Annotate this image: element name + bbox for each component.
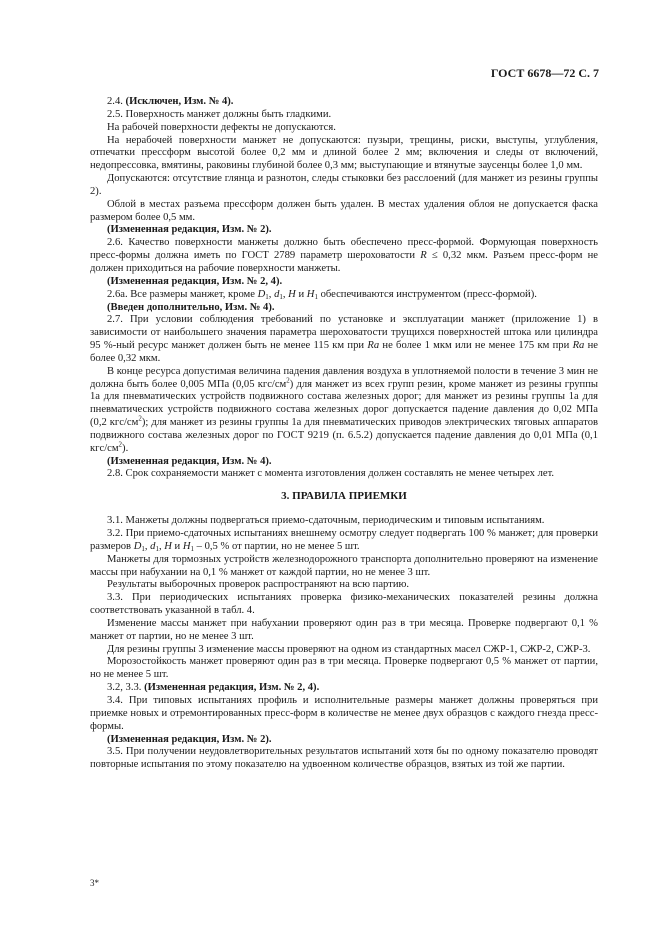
symbol: d [150, 540, 156, 552]
text-run: не более 0,32 мкм. [90, 340, 598, 364]
text-run: ). [122, 442, 129, 454]
text-run: , [282, 288, 289, 300]
text-run: 2.8. Срок сохраняемости манжет с момента изготовления должен составлять не менее четырех лет. [107, 468, 555, 480]
text-run: 2.6. Качество поверхности манжеты должно быть обеспечено пресс-формой. Формующая поверхность пресс-формы должна иметь по ГОСТ 2789 параметр шероховатости [90, 237, 598, 262]
paragraph [90, 314, 598, 365]
text-run: – 0,5 % от партии, но не менее 5 шт. [194, 540, 360, 552]
symbol: H [288, 288, 296, 300]
bold-note: (Исключен, Изм. № 4). [125, 96, 234, 107]
text-run: , [144, 540, 151, 552]
paragraph [90, 618, 598, 644]
supscript: 2 [138, 414, 142, 423]
paragraph [90, 644, 598, 657]
text-run: не более 1 мкм или не менее 175 км при [379, 340, 573, 352]
text-run: На рабочей поверхности дефекты не допускаются. [107, 121, 336, 133]
subscript: 1 [141, 544, 145, 553]
section-heading [90, 490, 598, 503]
amendment-note [90, 734, 598, 747]
text-run: и [295, 288, 307, 300]
amendment-note [90, 302, 598, 315]
symbol: H [182, 540, 191, 552]
text-run: 2.7. При условии соблюдения требований по установке и эксплуатации манжет (приложение 1) в зависимости от наибольшего значения параметра шероховатости трущихся поверхностей штока или цилиндра 95 %-ный ресурс манжет должен быть не менее 115 км при [90, 314, 598, 352]
text-run: (Измененная редакция, Изм. № 2). [107, 224, 272, 236]
paragraph [90, 366, 598, 456]
amendment-note [90, 456, 598, 469]
subscript: 1 [279, 292, 283, 301]
bold-note: (Измененная редакция, Изм. № 2, 4). [144, 682, 320, 694]
subscript: 1 [190, 544, 195, 553]
paragraph [90, 746, 598, 772]
paragraph [90, 528, 598, 554]
text-run: , [268, 288, 275, 300]
text-run: Облой в местах разъема прессформ должен быть удален. В местах удаления облоя не допускается фаска размером более 0,5 мм. [90, 198, 598, 223]
text-run: В конце ресурса допустимая величина падения давления воздуха в уплотняемой полости в течение 3 мин не должна быть более 0,005 МПа (0,05 кгс/см [90, 365, 598, 390]
text-run: ) для манжет из всех групп резин, кроме манжет из резины группы 1а для пневматических устройств подвижного состава железных дорог; для манжет из резины группы 1а для пневматических устройств подвижного состава железных дорог допускается падение давления до 0,02 МПа (0,2 кгс/см [90, 378, 599, 429]
text-run: (Измененная редакция, Изм. № 4). [107, 455, 272, 467]
symbol: Ra [367, 340, 380, 352]
text-run: 2.6а. Все размеры манжет, кроме [107, 288, 258, 300]
text-run: 3.3. При периодических испытаниях проверка физико-механических показателей резины должна соответствовать указанной в табл. 4. [90, 592, 598, 617]
symbol: d [274, 288, 280, 300]
text-run: Манжеты для тормозных устройств железнодорожного транспорта дополнительно проверяют на изменение массы при набухании на 0,1 % манжет от каждой партии, но не менее 3 шт. [90, 553, 598, 578]
text-run: 3. ПРАВИЛА ПРИЕМКИ [281, 490, 407, 503]
footnote-mark: 3* [90, 878, 99, 888]
text-run: Результаты выборочных проверок распространяют на всю партию. [107, 579, 410, 591]
paragraph [90, 695, 598, 734]
subscript: 1 [155, 544, 159, 553]
paragraph [90, 122, 598, 135]
text-run: 3.2, 3.3. [107, 682, 145, 694]
subscript: 1 [314, 292, 318, 301]
text-run: 2.4. [107, 96, 126, 107]
text-run: 3.5. При получении неудовлетворительных результатов испытаний хотя бы по одному показателю проводят повторные испытания по этому показателю на удвоенном количестве образцов, взятых из той же партии. [90, 746, 598, 771]
symbol: H [306, 288, 315, 300]
text-run: Изменение массы манжет при набухании проверяют один раз в три месяца. Проверке подвергают 0,1 % манжет от партии, но не менее 3 шт. [90, 617, 598, 642]
amendment-note [90, 276, 598, 289]
text-run: 3.4. При типовых испытаниях профиль и исполнительные размеры манжет должны проверяться при приемке новых и отремонтированных пресс-форм в количестве не менее двух образцов с каждого гнезда пресс-формы. [90, 694, 598, 732]
supscript: 2 [286, 376, 290, 385]
text-run: обеспечиваются инструментом (пресс-формой). [317, 288, 537, 300]
symbol: R [420, 250, 427, 262]
text-run: На нерабочей поверхности манжет не допускаются: пузыри, трещины, риски, выступы, углубления, отпечатки прессформ высотой более 0,2 мм и длиной более 2 мм; включения и следы от включений, недопрессовка, вмятины, раковины глубиной более 0,3 мм; выступающие и втянутые заусенцы более 1,0 мм. [90, 134, 598, 172]
paragraph [90, 173, 598, 199]
text-run: и [171, 540, 183, 552]
text-run: 3.2. При приемо-сдаточных испытаниях внешнему осмотру следует подвергать 100 % манжет; для проверки размеров [90, 528, 598, 552]
paragraph [90, 289, 598, 302]
symbol: D [133, 540, 142, 552]
paragraph [90, 592, 598, 618]
paragraph [90, 656, 598, 682]
symbol: H [164, 540, 172, 552]
text-run: 2.5. Поверхность манжет должны быть гладкими. [107, 108, 332, 120]
subscript: 1 [265, 292, 269, 301]
amendment-note [90, 224, 598, 237]
symbol: Ra [572, 340, 585, 352]
paragraph [90, 109, 598, 122]
text-run: Для резины группы 3 изменение массы проверяют на одном из стандартных масел СЖР-1, СЖР-2, СЖР-3. [107, 643, 591, 655]
document-body [90, 96, 598, 772]
symbol: D [257, 288, 266, 300]
paragraph [90, 468, 598, 481]
paragraph [90, 135, 598, 174]
text-run: ); для манжет из резины группы 1а для пневматических приводов электрических тяговых аппаратов подвижного состава железных дорог по ГОСТ 9219 (п. 6.5.2) допускается падение давления до 0,01 МПа (0,1 кгс/см [90, 417, 598, 454]
paragraph [90, 96, 598, 109]
text-run: 3.1. Манжеты должны подвергаться приемо-сдаточным, периодическим и типовым испытаниям. [107, 515, 545, 527]
paragraph [90, 237, 598, 276]
text-run: Допускаются: отсутствие глянца и разнотон, следы стыковки без расслоений (для манжет из резины группы 2). [90, 173, 598, 197]
text-run: Морозостойкость манжет проверяют один раз в три месяца. Проверке подвергают 0,5 % манжет от партии, но не менее 5 шт. [90, 656, 598, 681]
supscript: 2 [118, 440, 123, 449]
text-run: ≤ 0,32 мкм. Разъем пресс-форм не должен приходиться на рабочие поверхности манжеты. [90, 250, 598, 274]
paragraph [90, 199, 598, 225]
paragraph [90, 554, 598, 580]
text-run: (Измененная редакция, Изм. № 2). [107, 733, 272, 745]
text-run: (Измененная редакция, Изм. № 2, 4). [107, 275, 283, 287]
text-run: (Введен дополнительно, Изм. № 4). [107, 301, 275, 313]
text-run: , [158, 540, 165, 552]
page-header: ГОСТ 6678—72 С. 7 [490, 66, 599, 80]
paragraph [90, 515, 598, 528]
paragraph [90, 682, 598, 695]
paragraph [90, 579, 598, 592]
